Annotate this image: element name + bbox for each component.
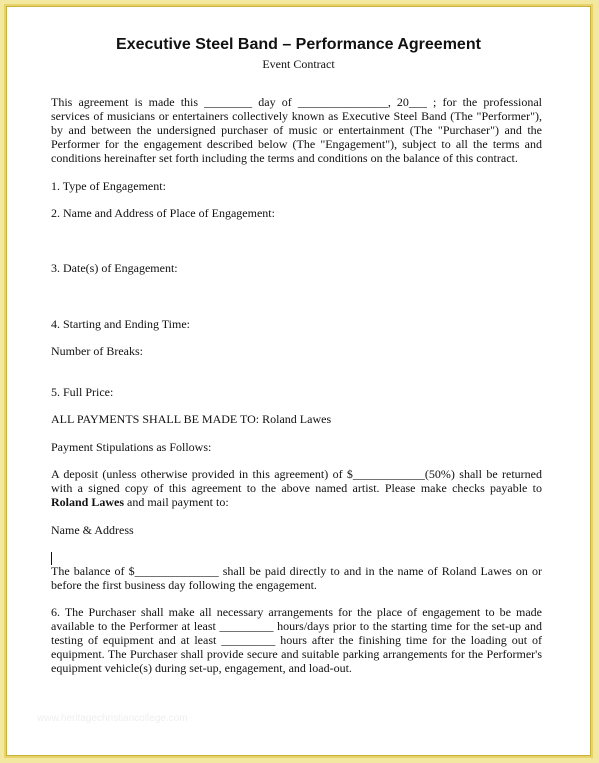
document-subtitle: Event Contract <box>262 57 335 71</box>
full-price-label: 5. Full Price: <box>51 385 114 399</box>
payment-stipulations-heading: Payment Stipulations as Follows: <box>51 440 212 454</box>
setup-arrangements-paragraph: 6. The Purchaser shall make all necessary arrangements for the place of engagement to be made available to the Performer at least _________ hours/days prior to the starting time for the set-up and testing of equipment and at least _________ hours after the finishing time for the loading out of equipment. The Purchaser shall provide secure and suitable parking arrangements for the Performer's equipment vehicle(s) during set-up, engagement, and load-out. <box>51 605 542 675</box>
place-of-engagement-label: 2. Name and Address of Place of Engagement: <box>51 206 275 220</box>
deposit-tail: and mail payment to: <box>124 495 229 509</box>
intro-paragraph: This agreement is made this ________ day of _______________, 20___ ; for the professional services of musicians or entertainers collectively known as Executive Steel Band (The "Performer"), by and between the undersigned purchaser of music or entertainment (The "Purchaser") and the Performer for the engagement described below (The "Engagement"), subject to all the terms and conditions hereinafter set forth including the terms and conditions on the balance of this contract. <box>51 95 542 165</box>
type-of-engagement-label: 1. Type of Engagement: <box>51 179 166 193</box>
name-address-label: Name & Address <box>51 523 134 537</box>
payee-name: Roland Lawes <box>51 495 125 509</box>
document-page <box>6 6 591 756</box>
watermark: www.heritagechristiancollege.com <box>37 713 188 724</box>
document-title: Executive Steel Band – Performance Agreement <box>116 36 481 53</box>
payments-made-to: ALL PAYMENTS SHALL BE MADE TO: Roland Lawes <box>51 412 332 426</box>
number-of-breaks-label: Number of Breaks: <box>51 344 143 358</box>
balance-paragraph: The balance of $______________ shall be paid directly to and in the name of Roland Lawes on or before the first business day following the engagement. <box>51 564 542 592</box>
deposit-paragraph <box>51 467 542 509</box>
start-end-time-label: 4. Starting and Ending Time: <box>51 317 191 331</box>
date-of-engagement-label: 3. Date(s) of Engagement: <box>51 261 178 275</box>
deposit-text: A deposit (unless otherwise provided in this agreement) of $____________(50%) shall be returned with a signed copy of this agreement to the above named artist. Please make checks payable to <box>51 467 542 495</box>
